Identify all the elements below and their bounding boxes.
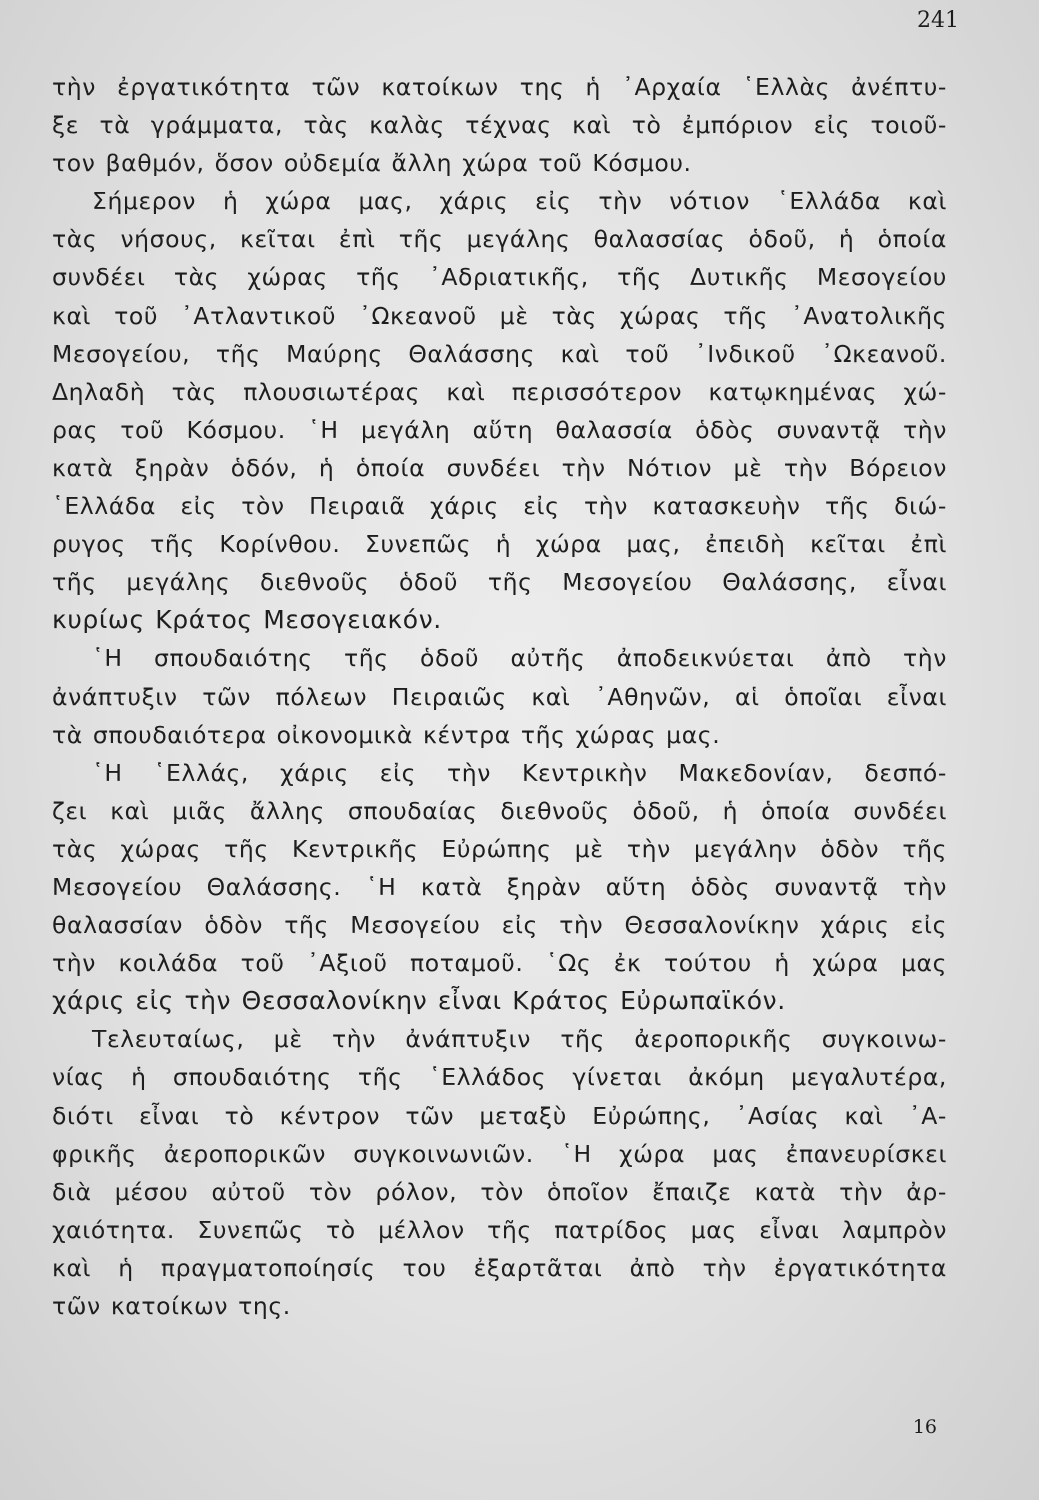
text-line: διὰ μέσου αὐτοῦ τὸν ρόλον, τὸν ὁποῖον ἔπαιζε κατὰ τὴν ἀρ- [52,1177,947,1206]
text-line: Τελευταίως, μὲ τὴν ἀνάπτυξιν τῆς ἀεροπορικῆς συγκοινω- [92,1025,947,1054]
text-line: χάρις εἰς τὴν Θεσσαλονίκην εἶναι Κράτος Εὐρωπαϊκόν. [52,986,786,1016]
page-number-bottom: 16 [912,1416,937,1438]
text-line: συνδέει τὰς χώρας τῆς ᾿Αδριατικῆς, τῆς Δυτικῆς Μεσογείου [52,263,947,292]
text-line: Δηλαδὴ τὰς πλουσιωτέρας καὶ περισσότερον κατῳκημένας χώ- [52,377,947,406]
text-line: τον βαθμόν, ὅσον οὐδεμία ἄλλη χώρα τοῦ Κόσμου. [52,149,692,178]
text-line: ξε τὰ γράμματα, τὰς καλὰς τέχνας καὶ τὸ ἐμπόριον εἰς τοιοῦ- [52,111,947,140]
text-line: τῶν κατοίκων της. [52,1292,291,1320]
text-line: καὶ τοῦ ᾿Ατλαντικοῦ ᾿Ωκεανοῦ μὲ τὰς χώρας τῆς ᾿Ανατολικῆς [52,301,947,330]
text-line: νίας ἡ σπουδαιότης τῆς ῾Ελλάδος γίνεται ἀκόμη μεγαλυτέρα, [52,1063,947,1092]
text-line: τὰ σπουδαιότερα οἰκονομικὰ κέντρα τῆς χώρας μας. [52,720,721,749]
text-line: ρυγος τῆς Κορίνθου. Συνεπῶς ἡ χώρα μας, ἐπειδὴ κεῖται ἐπὶ [52,530,947,559]
text-line: Σήμερον ἡ χώρα μας, χάρις εἰς τὴν νότιον ῾Ελλάδα καὶ [92,187,947,216]
text-line: Μεσογείου, τῆς Μαύρης Θαλάσσης καὶ τοῦ ᾿Ινδικοῦ ᾿Ωκεανοῦ. [52,339,947,368]
text-line: ρας τοῦ Κόσμου. ῾Η μεγάλη αὕτη θαλασσία ὁδὸς συναντᾷ τὴν [52,415,947,444]
text-line: ἀνάπτυξιν τῶν πόλεων Πειραιῶς καὶ ᾿Αθηνῶν, αἱ ὁποῖαι εἶναι [52,682,947,711]
text-line: κυρίως Κράτος Μεσογειακόν. [52,605,442,635]
text-line: διότι εἶναι τὸ κέντρον τῶν μεταξὺ Εὐρώπης, ᾿Ασίας καὶ ᾿Α- [52,1101,947,1130]
text-line: θαλασσίαν ὁδὸν τῆς Μεσογείου εἰς τὴν Θεσσαλονίκην χάρις εἰς [52,911,947,940]
body-text [52,68,947,1325]
text-line: χαιότητα. Συνεπῶς τὸ μέλλον τῆς πατρίδος μας εἶναι λαμπρὸν [52,1215,947,1244]
text-line: τὴν κοιλάδα τοῦ ᾿Αξιοῦ ποταμοῦ. ῾Ως ἐκ τούτου ἡ χώρα μας [52,949,947,978]
text-line: καὶ ἡ πραγματοποίησίς του ἐξαρτᾶται ἀπὸ τὴν ἐργατικότητα [52,1253,947,1282]
text-line: κατὰ ξηρὰν ὁδόν, ἡ ὁποία συνδέει τὴν Νότιον μὲ τὴν Βόρειον [52,453,947,482]
text-line: τὴν ἐργατικότητα τῶν κατοίκων της ἡ ᾿Αρχαία ῾Ελλὰς ἀνέπτυ- [52,73,947,101]
text-line: τὰς νήσους, κεῖται ἐπὶ τῆς μεγάλης θαλασσίας ὁδοῦ, ἡ ὁποία [52,225,947,254]
text-line: φρικῆς ἀεροπορικῶν συγκοινωνιῶν. ῾Η χώρα μας ἐπανευρίσκει [52,1139,947,1168]
page-number-top: 241 [917,8,959,33]
text-line: Μεσογείου Θαλάσσης. ῾Η κατὰ ξηρὰν αὕτη ὁδὸς συναντᾷ τὴν [52,872,947,901]
text-line: τῆς μεγάλης διεθνοῦς ὁδοῦ τῆς Μεσογείου Θαλάσσης, εἶναι [52,568,947,597]
text-line: τὰς χώρας τῆς Κεντρικῆς Εὐρώπης μὲ τὴν μεγάλην ὁδὸν τῆς [52,834,947,863]
text-line: ῾Η σπουδαιότης τῆς ὁδοῦ αὐτῆς ἀποδεικνύεται ἀπὸ τὴν [92,644,947,673]
text-line: ῾Η ῾Ελλάς, χάρις εἰς τὴν Κεντρικὴν Μακεδονίαν, δεσπό- [92,758,947,787]
text-line: ζει καὶ μιᾶς ἄλλης σπουδαίας διεθνοῦς ὁδοῦ, ἡ ὁποία συνδέει [52,796,947,825]
text-line: ῾Ελλάδα εἰς τὸν Πειραιᾶ χάρις εἰς τὴν κατασκευὴν τῆς διώ- [52,492,947,521]
